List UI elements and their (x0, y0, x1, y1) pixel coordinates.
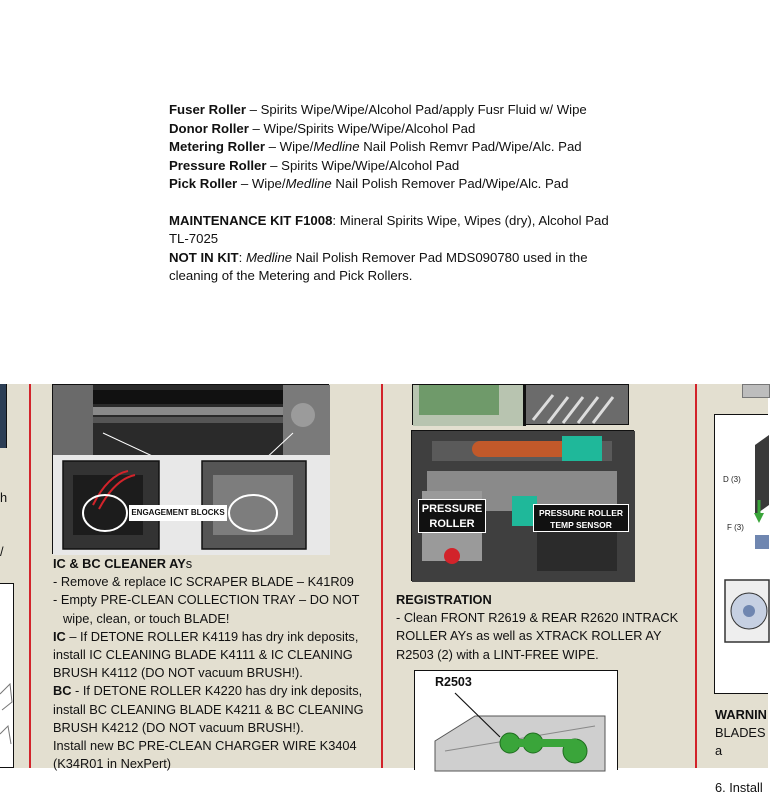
r2503-label: R2503 (435, 675, 472, 689)
label-f: F (3) (727, 523, 744, 532)
right-column-diagram (714, 414, 768, 694)
pressure-roller-photo (411, 430, 634, 581)
registration-top-photo (412, 384, 629, 425)
metering-roller-line: Metering Roller – Wipe/Medline Nail Polish Remvr Pad/Wipe/Alc. Pad (169, 139, 582, 154)
bc-instructions: BC - If DETONE ROLLER K4220 has dry ink deposits, install BC CLEANING BLADE K4211 & BC CLEANING BRUSH K4212 (DO NOT vacuum BRUSH!). (53, 683, 364, 735)
right-column-text (715, 706, 775, 797)
column-divider-1 (29, 384, 31, 768)
left-edge-fragment-2: / (0, 544, 4, 559)
left-edge-photo (0, 384, 7, 448)
ic-bc-step-2: - Empty PRE-CLEAN COLLECTION TRAY – DO NOT (53, 592, 360, 608)
ic-bc-photo-art (53, 385, 330, 555)
column-divider-2 (381, 384, 383, 768)
ic-bc-photo (52, 384, 329, 554)
registration-title: REGISTRATION (396, 592, 492, 607)
pressure-roller-label: PRESSURE ROLLER (418, 499, 486, 533)
registration-instructions (396, 591, 692, 664)
donor-roller-line: Donor Roller – Wipe/Spirits Wipe/Wipe/Alcohol Pad (169, 120, 476, 136)
maintenance-poster (0, 384, 768, 795)
ic-bc-instructions (53, 555, 375, 773)
temp-sensor-label: PRESSURE ROLLER TEMP SENSOR (533, 504, 629, 532)
right-top-photo (742, 384, 770, 398)
engagement-blocks-label: ENGAGEMENT BLOCKS (129, 505, 227, 521)
install-step: 6. Install (715, 779, 763, 795)
ic-bc-step-1: - Remove & replace IC SCRAPER BLADE – K41R09 (53, 574, 354, 590)
pick-roller-line: Pick Roller – Wipe/Medline Nail Polish Remover Pad/Wipe/Alc. Pad (169, 176, 569, 191)
left-edge-diagram (0, 583, 14, 768)
fuser-roller-line: Fuser Roller – Spirits Wipe/Wipe/Alcohol Pad/apply Fusr Fluid w/ Wipe (169, 102, 587, 117)
not-in-kit-line: NOT IN KIT: Medline Nail Polish Remover Pad MDS090780 used in the cleaning of the Metering and Pick Rollers. (169, 249, 588, 283)
charger-wire-instructions: Install new BC PRE-CLEAN CHARGER WIRE K3404 (53, 738, 357, 754)
maintenance-kit-line: MAINTENANCE KIT F1008: Mineral Spirits Wipe, Wipes (dry), Alcohol Pad TL-7025 (169, 212, 609, 246)
roller-cleaning-instructions (169, 101, 619, 286)
label-d: D (3) (723, 475, 741, 484)
left-edge-fragment-1: h (0, 490, 8, 505)
registration-text: - Clean FRONT R2619 & REAR R2620 INTRACK ROLLER AYs as well as XTRACK ROLLER AY R2503 (2) with a LINT-FREE WIPE. (396, 610, 679, 662)
charger-wire-note: (K34R01 in NexPert) (53, 756, 172, 772)
warning-text: WARNIN (715, 707, 767, 722)
pressure-roller-line: Pressure Roller – Spirits Wipe/Wipe/Alcohol Pad (169, 157, 460, 173)
column-divider-3 (695, 384, 697, 768)
warning-text-2: BLADES a (715, 725, 766, 759)
ic-instructions: IC – If DETONE ROLLER K4119 has dry ink deposits, install IC CLEANING BLADE K4111 & IC CLEANING BRUSH K4112 (DO NOT vacuum BRUSH!). (53, 628, 359, 681)
r2503-diagram (414, 670, 618, 770)
ic-bc-step-2-cont: wipe, clean, or touch BLADE! (63, 610, 230, 626)
ic-bc-title: IC & BC CLEANER AYs (53, 556, 193, 571)
